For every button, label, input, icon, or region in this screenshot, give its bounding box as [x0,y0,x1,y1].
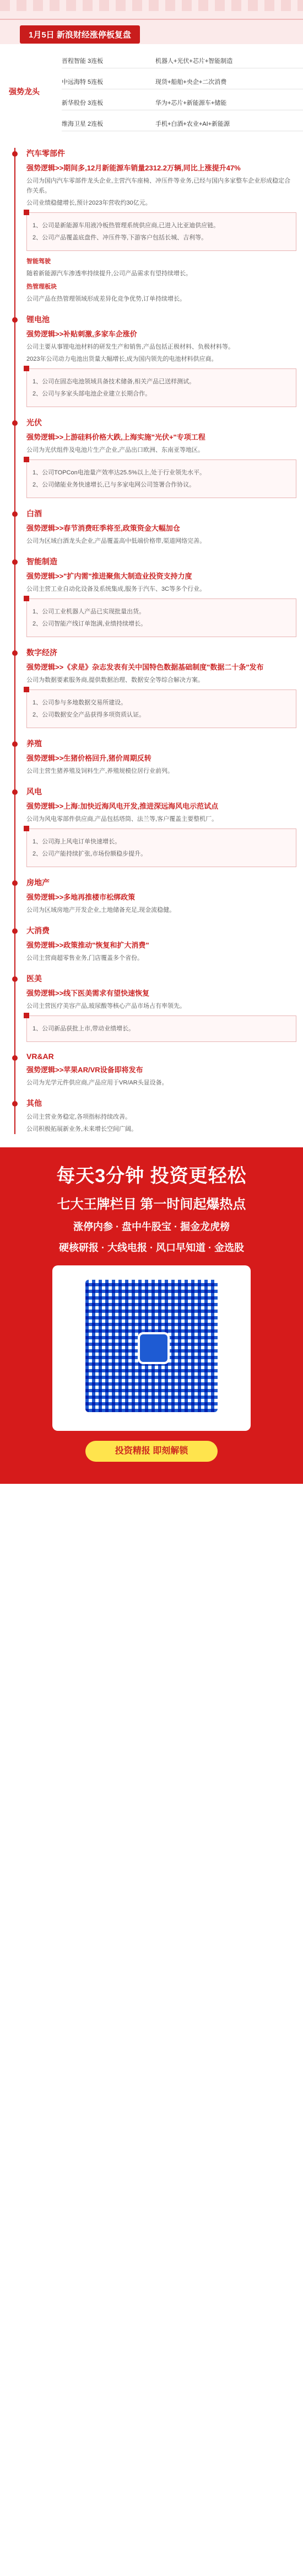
paragraph: 公司业绩稳健增长,预计2023年营收约30亿元。 [26,200,152,206]
box-paragraph: 2、公司产品覆盖底盘件、冲压件等,下游客户包括长城、吉利等。 [33,234,208,241]
paragraph: 公司主营商超零售业务,门店覆盖多个省份。 [26,955,144,961]
promo-line4: 硬核研报 · 大线电报 · 风口早知道 · 金选股 [59,1242,244,1253]
paragraph: 公司为区域房地产开发企业,土地储备充足,现金流稳健。 [26,907,176,913]
corner-marker [24,596,29,601]
corner-marker [24,210,29,215]
box-paragraph: 1、公司新品获批上市,带动业绩增长。 [33,1025,135,1032]
paragraph: 公司产品在热管理领域形成差异化竞争优势,订单持续增长。 [26,296,186,302]
summary-row [62,117,303,131]
section-logic: 强势逻辑>>春节消费旺季将至,政策资金大幅加仓 [26,524,180,532]
timeline-dot [12,1055,18,1061]
section-wind-power [12,786,296,867]
section-title: 房地产 [26,878,50,887]
section-title: 风电 [26,787,42,796]
subsection-title: 智能驾驶 [26,258,51,265]
section-logic: 强势逻辑>>生猪价格回升,猪价周期反转 [26,754,152,762]
summary-concept: 现货+船舶+央企+二次消费 [155,79,227,85]
paragraph: 公司为光伏组件及电池片生产企业,产品出口欧洲、东南亚等地区。 [26,447,204,453]
paragraph: 2023年公司动力电池出货量大幅增长,成为国内领先的电池材料供应商。 [26,356,218,362]
paragraph: 公司为光学元件供应商,产品应用于VR/AR头显设备。 [26,1079,168,1086]
box-paragraph: 1、公司参与多地数据交易所建设。 [33,699,127,706]
section-logic: 强势逻辑>>多地再推楼市松绑政策 [26,893,136,901]
corner-marker [24,1013,29,1018]
paragraph: 公司为区域白酒龙头企业,产品覆盖高中低端价格带,渠道网络完善。 [26,538,206,544]
section-title: 白酒 [26,509,42,518]
timeline-dot [12,789,18,795]
timeline-dot [12,650,18,656]
subsection-title: 热管理板块 [26,284,57,290]
section-logic: 强势逻辑>>《求是》杂志发表有关中国特色数据基础制度"数据二十条"发布 [26,663,264,671]
section-medical-beauty [12,973,296,1042]
section-title: 光伏 [26,418,42,427]
paragraph: 公司积极拓展新业务,未来增长空间广阔。 [26,1126,138,1132]
timeline-dot [12,880,18,886]
timeline [12,148,296,1134]
summary-row [62,96,303,110]
highlight-box [26,829,296,867]
highlight-box [26,368,296,407]
highlight-box [26,1016,296,1042]
highlight-box [26,459,296,498]
promo-line2: 七大王牌栏目 第一时间起爆热点 [57,1197,246,1212]
section-title: 养殖 [26,739,42,748]
summary-row [62,54,303,68]
section-logic: 强势逻辑>>苹果AR/VR设备即将发布 [26,1066,143,1074]
qr-card [52,1265,251,1431]
section-lithium-battery [12,314,296,407]
box-paragraph: 2、公司储能业务快速增长,已与多家电网公司签署合作协议。 [33,482,196,488]
paragraph: 公司为国内汽车零部件龙头企业,主营汽车座椅、冲压件等业务,已经与国内多家整车企业形成稳定合作关系。 [26,178,291,194]
section-title: 其他 [26,1099,42,1108]
summary-stock: 中远海特 5连板 [62,79,104,85]
summary-row [62,75,303,89]
section-title: VR&AR [26,1052,54,1061]
box-paragraph: 2、公司与多家头部电池企业建立长期合作。 [33,391,152,397]
summary-stock: 维海卫星 2连板 [62,121,104,127]
section-title: 数字经济 [26,648,57,657]
section-others [12,1098,296,1134]
corner-marker [24,687,29,692]
promo-line3: 涨停内参 · 盘中牛股宝 · 掘金龙虎榜 [73,1221,230,1232]
section-title: 汽车零部件 [26,149,65,158]
summary-concept: 机器人+光伏+芯片+智能制造 [155,58,233,65]
box-paragraph: 1、公司是新能源车用液冷板热管理系统供应商,已进入比亚迪供应链。 [33,222,220,229]
section-intelligent-manufacturing [12,556,296,637]
corner-marker [24,366,29,371]
paragraph: 随着新能源汽车渗透率持续提升,公司产品需求有望持续增长。 [26,270,192,277]
timeline-dot [12,741,18,747]
section-logic: 强势逻辑>>"扩内需"推进聚焦大制造业投资支持力度 [26,572,192,580]
box-paragraph: 2、公司数据安全产品获得多项资质认证。 [33,712,145,718]
paragraph: 公司主营生猪养殖及饲料生产,养殖规模位居行业前列。 [26,768,174,774]
section-logic: 强势逻辑>>期间多,12月新能源车销量2312.2万辆,同比上涨提升47% [26,164,241,172]
section-vr-ar [12,1052,296,1088]
corner-marker [24,457,29,462]
strong-leaders-label: 强势龙头 [9,87,40,96]
timeline-dot [12,928,18,934]
header [0,0,303,44]
timeline-dot [12,1101,18,1107]
section-real-estate [12,877,296,915]
box-paragraph: 2、公司智能产线订单饱满,业绩持续增长。 [33,621,147,627]
section-digital-economy [12,647,296,728]
paragraph: 公司主营医疗美容产品,玻尿酸等核心产品市场占有率领先。 [26,1003,186,1009]
timeline-dot [12,317,18,323]
paragraph: 公司为数据要素服务商,提供数据治理、数据安全等综合解决方案。 [26,677,204,683]
highlight-box [26,212,296,251]
corner-marker [24,826,29,831]
highlight-box [26,690,296,728]
paragraph: 公司为风电零部件供应商,产品包括塔筒、法兰等,客户覆盖主要整机厂。 [26,816,218,822]
section-logic: 强势逻辑>>上游硅料价格大跌,上海实施"光伏+"专项工程 [26,433,205,441]
section-logic: 强势逻辑>>上海:加快近海风电开发,推进深远海风电示范试点 [26,802,219,810]
section-breeding [12,738,296,776]
section-logic: 强势逻辑>>政策推动"恢复和扩大消费" [26,941,149,949]
section-consumption [12,925,296,963]
timeline-dot [12,420,18,426]
promo-banner [0,1147,303,1484]
timeline-dot [12,511,18,517]
header-separator [0,19,303,20]
timeline-dot [12,976,18,982]
section-logic: 强势逻辑>>线下医美需求有望快速恢复 [26,989,150,997]
section-liquor [12,508,296,546]
section-title: 大消费 [26,926,50,935]
strong-leaders-summary [7,54,296,142]
summary-concept: 华为+芯片+新能源车+储能 [155,100,227,106]
box-paragraph: 1、公司海上风电订单快速增长。 [33,838,121,845]
section-photovoltaic [12,417,296,498]
section-title: 智能制造 [26,557,57,566]
highlight-box [26,598,296,637]
summary-concept: 手机+白酒+农业+AI+新能源 [155,121,230,127]
promo-line1: 每天3分钟 投资更轻松 [56,1166,247,1187]
paragraph: 公司主要从事锂电池材料的研发生产和销售,产品包括正极材料、负极材料等。 [26,344,235,350]
box-paragraph: 1、公司工业机器人产品已实现批量出货。 [33,608,145,615]
section-title: 锂电池 [26,315,50,324]
timeline-dot [12,559,18,565]
box-paragraph: 1、公司在固态电池领域具备技术储备,相关产品已送样测试。 [33,378,196,385]
timeline-dot [12,151,18,157]
summary-stock: 晋程智能 3连板 [62,58,104,65]
section-auto-parts [12,148,296,304]
cta-button[interactable]: 投资精报 即刻解锁 [85,1441,218,1462]
section-logic: 强势逻辑>>补贴刺激,多家车企涨价 [26,330,137,338]
section-title: 医美 [26,974,42,983]
app-logo-icon [138,1332,170,1364]
paragraph: 公司主营业务稳定,各项指标持续改善。 [26,1114,132,1120]
box-paragraph: 1、公司TOPCon电池量产效率达25.5%以上,处于行业领先水平。 [33,469,205,476]
box-paragraph: 2、公司产能持续扩张,市场份额稳步提升。 [33,851,147,857]
paragraph: 公司主营工业自动化设备及系统集成,服务于汽车、3C等多个行业。 [26,586,206,592]
page-title: 1月5日 新浪财经涨停板复盘 [20,25,140,44]
summary-stock: 新华股份 3连板 [62,100,104,106]
header-stripes [0,0,303,11]
